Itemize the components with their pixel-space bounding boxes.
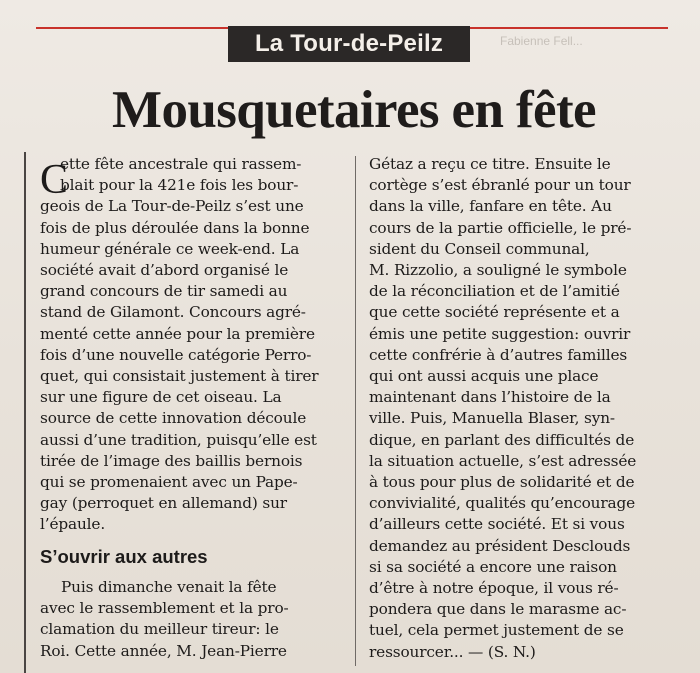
text-line: tuel, cela permet justement de se: [369, 621, 624, 640]
text-line: de la réconciliation et de l’amitié: [369, 282, 620, 301]
text-line: cortège s’est ébranlé pour un tour: [369, 176, 631, 195]
text-line: dans la ville, fanfare en tête. Au: [369, 197, 612, 216]
headline: Mousquetaires en fête: [112, 81, 596, 139]
text-line: Gétaz a reçu ce titre. Ensuite le: [369, 155, 611, 173]
text-line: dique, en parlant des difficultés de: [369, 430, 635, 449]
text-line: maintenant dans l’histoire de la: [369, 388, 611, 407]
text-line: sident du Conseil communal,: [369, 239, 590, 258]
text-line: convivialité, qualités qu’encourage: [369, 494, 636, 513]
text-line: cette confrérie à d’autres familles: [369, 345, 628, 364]
column-divider: [355, 156, 356, 666]
text-line: demandez au président Desclouds: [369, 536, 631, 555]
text-line: fois de plus déroulée dans la bonne: [40, 218, 310, 237]
text-line: blait pour la 421e fois les bour-: [60, 176, 299, 195]
text-line: émis une petite suggestion: ouvrir: [369, 324, 631, 343]
text-line: stand de Gilamont. Concours agré-: [40, 303, 306, 322]
text-line: cours de la partie officielle, le pré-: [369, 218, 632, 237]
text-line: pondera que dans le marasme ac-: [369, 600, 627, 619]
text-line: tirée de l’image des baillis bernois: [40, 451, 303, 470]
article-column-1-continued: [40, 577, 346, 662]
text-line: ette fête ancestrale qui rassem-: [60, 155, 302, 173]
text-line: qui se promenaient avec un Pape-: [40, 473, 298, 492]
text-line: que cette société représente et a: [369, 303, 620, 322]
text-line: source de cette innovation découle: [40, 409, 307, 428]
drop-cap: C: [40, 157, 69, 203]
text-line: geois de La Tour-de-Peilz s’est une: [40, 197, 304, 216]
text-line: société avait d’abord organisé le: [40, 261, 289, 280]
text-line: ville. Puis, Manuella Blaser, syn-: [369, 409, 615, 428]
article-column-2: [369, 154, 691, 663]
text-line: quet, qui consistait justement à tirer: [40, 367, 319, 386]
text-line: humeur générale ce week-end. La: [40, 239, 300, 258]
text-line: gay (perroquet en allemand) sur: [40, 494, 287, 513]
subheading: S’ouvrir aux autres: [40, 546, 208, 567]
text-line: grand concours de tir samedi au: [40, 282, 288, 301]
section-kicker: La Tour-de-Peilz: [228, 26, 470, 62]
text-line: avec le rassemblement et la pro-: [40, 599, 289, 618]
text-line: ressourcer... — (S. N.): [369, 642, 536, 661]
text-line: l’épaule.: [40, 515, 106, 534]
text-line: à tous pour plus de solidarité et de: [369, 473, 635, 492]
text-line: fois d’une nouvelle catégorie Perro-: [40, 345, 312, 364]
text-line: Puis dimanche venait la fête: [61, 578, 277, 596]
text-line: menté cette année pour la première: [40, 324, 315, 343]
text-line: M. Rizzolio, a souligné le symbole: [369, 261, 627, 280]
left-column-rule: [24, 152, 26, 673]
text-line: d’ailleurs cette société. Et si vous: [369, 515, 625, 534]
text-line: clamation du meilleur tireur: le: [40, 620, 279, 639]
text-line: sur une figure de cet oiseau. La: [40, 388, 282, 407]
article-column-1: [40, 154, 346, 536]
text-line: aussi d’une tradition, puisqu’elle est: [40, 430, 317, 449]
text-line: la situation actuelle, s’est adressée: [369, 451, 637, 470]
text-line: Roi. Cette année, M. Jean-Pierre: [40, 641, 287, 660]
bleed-through-text: Fabienne Fell...: [500, 34, 583, 48]
text-line: d’être à notre époque, il vous ré-: [369, 579, 619, 598]
text-line: qui ont aussi acquis une place: [369, 367, 599, 386]
text-line: si sa société a encore une raison: [369, 557, 617, 576]
